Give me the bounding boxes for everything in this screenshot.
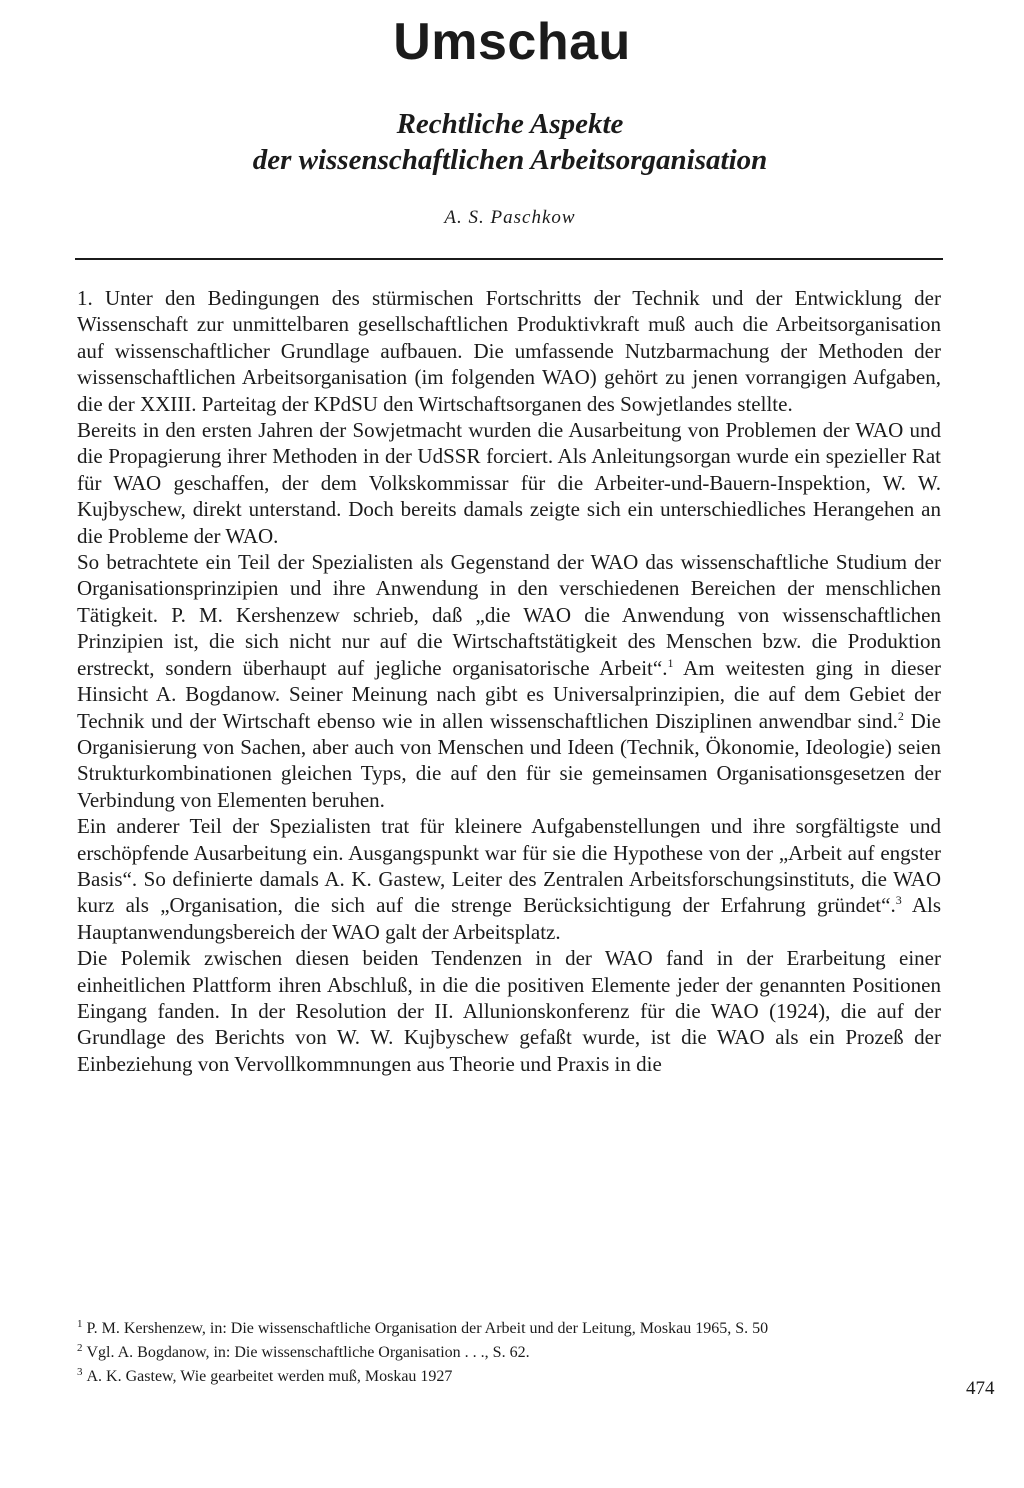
footnote-ref-1[interactable]: 1: [667, 655, 674, 670]
article-body: [77, 285, 941, 1077]
paragraph-5: Die Polemik zwischen diesen beiden Tendenzen in der WAO fand in der Erarbeitung einer einheitlichen Plattform ihren Abschluß, in die die positiven Elemente jeder der genannten Positionen Eingang fanden. In der Resolution der II. Allunionskonferenz für die WAO (1924), die auf der Grundlage des Berichts von W. W. Kujbyschew gefaßt wurde, ist die WAO als ein Prozeß der Einbeziehung von Vervollkommnungen aus Theorie und Praxis in die: [77, 946, 941, 1076]
paragraph-3: [77, 549, 941, 813]
paragraph-4-part-b: Als Hauptanwendungsbereich der WAO galt der Arbeitsplatz.: [77, 893, 942, 944]
paragraph-3-part-c: Die Organisierung von Sachen, aber auch von Menschen und Ideen (Technik, Ökonomie, Ideologie) seien Strukturkombinationen gleichen Typs, die auf den für sie gemeinsamen Organisationsgesetzen der Verbindung von Elementen beruhen.: [77, 708, 941, 812]
footnote-number: 3: [77, 1365, 83, 1378]
paragraph-3-part-b: Am weitesten ging in dieser Hinsicht A. Bogdanow. Seiner Meinung nach gibt es Universalprinzipien, die auf dem Gebiet der Technik und der Wirtschaft ebenso wie in allen wissenschaftlichen Disziplinen anwendbar sind.: [77, 655, 941, 733]
footnote-text: P. M. Kershenzew, in: Die wissenschaftliche Organisation der Arbeit und der Leitung, Moskau 1965, S. 50: [86, 1320, 769, 1337]
page-number: 474: [966, 1378, 995, 1399]
footnote-text: Vgl. A. Bogdanow, in: Die wissenschaftliche Organisation . . ., S. 62.: [86, 1344, 530, 1361]
footnote-ref-2[interactable]: 2: [897, 708, 904, 723]
paragraph-4: [77, 813, 941, 945]
footnotes: [77, 1317, 937, 1389]
article-title-line-2: der wissenschaftlichen Arbeitsorganisation: [252, 144, 768, 176]
footnote-1: [77, 1317, 937, 1341]
article-title-line-1: Rechtliche Aspekte: [396, 108, 624, 140]
paragraph-2: Bereits in den ersten Jahren der Sowjetmacht wurden die Ausarbeitung von Problemen der WAO und die Propagierung ihrer Methoden in der UdSSR forciert. Als Anleitungsorgan wurde ein spezieller Rat für WAO geschaffen, der dem Volkskommissar für die Arbeiter-und-Bauern-Inspektion, W. W. Kujbyschew, direkt unterstand. Doch bereits damals zeigte sich ein unterschiedliches Herangehen an die Probleme der WAO.: [77, 418, 941, 548]
footnote-number: 2: [77, 1341, 83, 1354]
paragraph-1: 1. Unter den Bedingungen des stürmischen Fortschritts der Technik und der Entwicklung der Wissenschaft zur unmittelbaren gesellschaftlichen Produktivkraft muß auch die Arbeitsorganisation auf wissenschaftlicher Grundlage aufbauen. Die umfassende Nutzbarmachung der Methoden der wissenschaftlichen Arbeitsorganisation (im folgenden WAO) gehört zu jenen vorrangigen Aufgaben, die der XXIII. Parteitag der KPdSU den Wirtschaftsorganen des Sowjetlandes stellte.: [77, 286, 941, 416]
section-heading: Umschau: [393, 13, 631, 71]
footnote-ref-3[interactable]: 3: [895, 893, 902, 908]
footnote-text: A. K. Gastew, Wie gearbeitet werden muß, Moskau 1927: [86, 1368, 453, 1385]
paragraph-3-part-a: So betrachtete ein Teil der Spezialisten als Gegenstand der WAO das wissenschaftliche Studium der Organisationsprinzipien und ihre Anwendung in den verschiedenen Bereichen der menschlichen Tätigkeit. P. M. Kershenzew schrieb, daß „die WAO die Anwendung von wissenschaftlichen Prinzipien ist, die sich nicht nur auf die Wirtschaftstätigkeit des Menschen bzw. die Produktion erstreckt, sondern überhaupt auf jegliche organisatorische Arbeit“.: [77, 550, 941, 680]
author-name: A. S. Paschkow: [444, 207, 576, 228]
title-divider: [75, 258, 943, 260]
footnote-2: [77, 1341, 937, 1365]
article-title: [150, 106, 870, 178]
footnote-3: [77, 1365, 937, 1389]
paragraph-4-part-a: Ein anderer Teil der Spezialisten trat für kleinere Aufgabenstellungen und ihre sorgfältigste und erschöpfende Ausarbeitung ein. Ausgangspunkt war für sie die Hypothese von der „Arbeit auf engster Basis“. So definierte damals A. K. Gastew, Leiter des Zentralen Arbeitsforschungsinstituts, die WAO kurz als „Organisation, die sich auf die strenge Berücksichtigung der Erfahrung gründet“.: [77, 814, 941, 918]
footnote-number: 1: [77, 1317, 83, 1330]
